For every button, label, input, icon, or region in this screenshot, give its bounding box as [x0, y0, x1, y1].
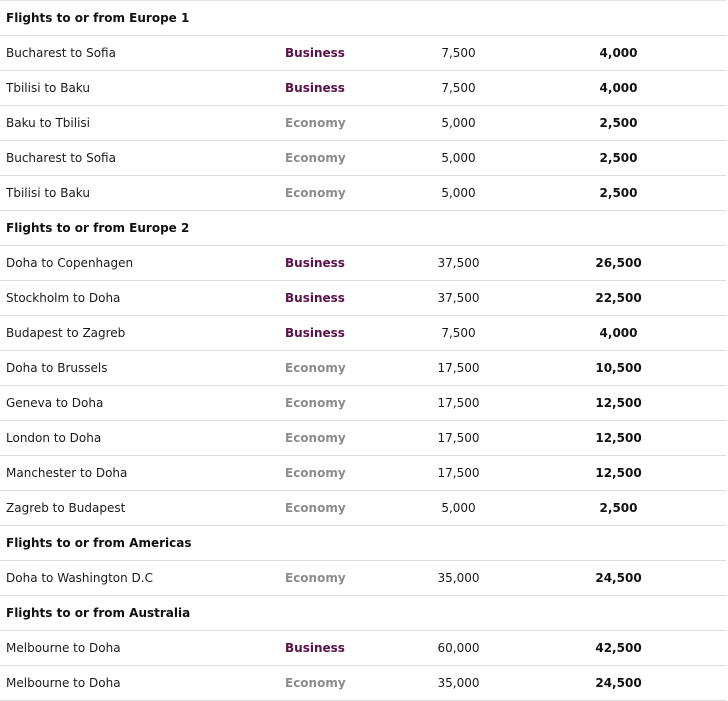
route-cell: Zagreb to Budapest [0, 491, 281, 526]
table-row [0, 456, 726, 491]
discounted-points-cell: 12,500 [511, 386, 726, 421]
table-row [0, 141, 726, 176]
discounted-points-cell: 4,000 [511, 36, 726, 71]
route-cell: Stockholm to Doha [0, 281, 281, 316]
route-cell: Melbourne to Doha [0, 666, 281, 701]
route-cell: Tbilisi to Baku [0, 176, 281, 211]
route-cell: Melbourne to Doha [0, 631, 281, 666]
table-row [0, 281, 726, 316]
section-title: Flights to or from Europe 1 [0, 1, 726, 36]
route-cell: Tbilisi to Baku [0, 71, 281, 106]
discounted-points-cell: 4,000 [511, 71, 726, 106]
discounted-points-cell: 26,500 [511, 246, 726, 281]
cabin-class-cell: Business [281, 631, 406, 666]
table-row [0, 666, 726, 701]
cabin-class-cell: Economy [281, 106, 406, 141]
section-title: Flights to or from Europe 2 [0, 211, 726, 246]
route-cell: Budapest to Zagreb [0, 316, 281, 351]
route-cell: Manchester to Doha [0, 456, 281, 491]
cabin-class-cell: Business [281, 316, 406, 351]
cabin-class-cell: Economy [281, 561, 406, 596]
discounted-points-cell: 24,500 [511, 666, 726, 701]
route-cell: London to Doha [0, 421, 281, 456]
cabin-class-cell: Economy [281, 386, 406, 421]
discounted-points-cell: 2,500 [511, 141, 726, 176]
section-header-row [0, 1, 726, 36]
cabin-class-cell: Economy [281, 141, 406, 176]
discounted-points-cell: 2,500 [511, 176, 726, 211]
cabin-class-cell: Business [281, 71, 406, 106]
route-cell: Bucharest to Sofia [0, 141, 281, 176]
cabin-class-cell: Economy [281, 666, 406, 701]
table-row [0, 176, 726, 211]
section-header-row [0, 211, 726, 246]
discounted-points-cell: 22,500 [511, 281, 726, 316]
discounted-points-cell: 12,500 [511, 421, 726, 456]
fare-table-body [0, 1, 726, 701]
cabin-class-cell: Economy [281, 351, 406, 386]
points-cell: 7,500 [406, 36, 511, 71]
discounted-points-cell: 42,500 [511, 631, 726, 666]
section-title: Flights to or from Americas [0, 526, 726, 561]
discounted-points-cell: 12,500 [511, 456, 726, 491]
points-cell: 17,500 [406, 386, 511, 421]
points-cell: 60,000 [406, 631, 511, 666]
cabin-class-cell: Economy [281, 421, 406, 456]
table-row [0, 106, 726, 141]
route-cell: Baku to Tbilisi [0, 106, 281, 141]
cabin-class-cell: Economy [281, 176, 406, 211]
discounted-points-cell: 24,500 [511, 561, 726, 596]
route-cell: Geneva to Doha [0, 386, 281, 421]
table-row [0, 71, 726, 106]
cabin-class-cell: Business [281, 246, 406, 281]
points-cell: 7,500 [406, 71, 511, 106]
cabin-class-cell: Economy [281, 491, 406, 526]
table-row [0, 351, 726, 386]
discounted-points-cell: 2,500 [511, 491, 726, 526]
points-cell: 7,500 [406, 316, 511, 351]
points-cell: 37,500 [406, 281, 511, 316]
route-cell: Doha to Copenhagen [0, 246, 281, 281]
table-row [0, 491, 726, 526]
cabin-class-cell: Business [281, 36, 406, 71]
points-cell: 5,000 [406, 176, 511, 211]
table-row [0, 421, 726, 456]
points-cell: 5,000 [406, 491, 511, 526]
route-cell: Doha to Washington D.C [0, 561, 281, 596]
table-row [0, 316, 726, 351]
route-cell: Bucharest to Sofia [0, 36, 281, 71]
section-header-row [0, 596, 726, 631]
points-cell: 17,500 [406, 421, 511, 456]
points-cell: 5,000 [406, 141, 511, 176]
points-cell: 17,500 [406, 456, 511, 491]
table-row [0, 631, 726, 666]
discounted-points-cell: 10,500 [511, 351, 726, 386]
points-cell: 35,000 [406, 561, 511, 596]
table-row [0, 561, 726, 596]
points-cell: 5,000 [406, 106, 511, 141]
section-header-row [0, 526, 726, 561]
table-row [0, 386, 726, 421]
discounted-points-cell: 4,000 [511, 316, 726, 351]
cabin-class-cell: Business [281, 281, 406, 316]
cabin-class-cell: Economy [281, 456, 406, 491]
route-cell: Doha to Brussels [0, 351, 281, 386]
table-row [0, 36, 726, 71]
points-cell: 35,000 [406, 666, 511, 701]
section-title: Flights to or from Australia [0, 596, 726, 631]
table-row [0, 246, 726, 281]
points-cell: 37,500 [406, 246, 511, 281]
discounted-points-cell: 2,500 [511, 106, 726, 141]
points-cell: 17,500 [406, 351, 511, 386]
